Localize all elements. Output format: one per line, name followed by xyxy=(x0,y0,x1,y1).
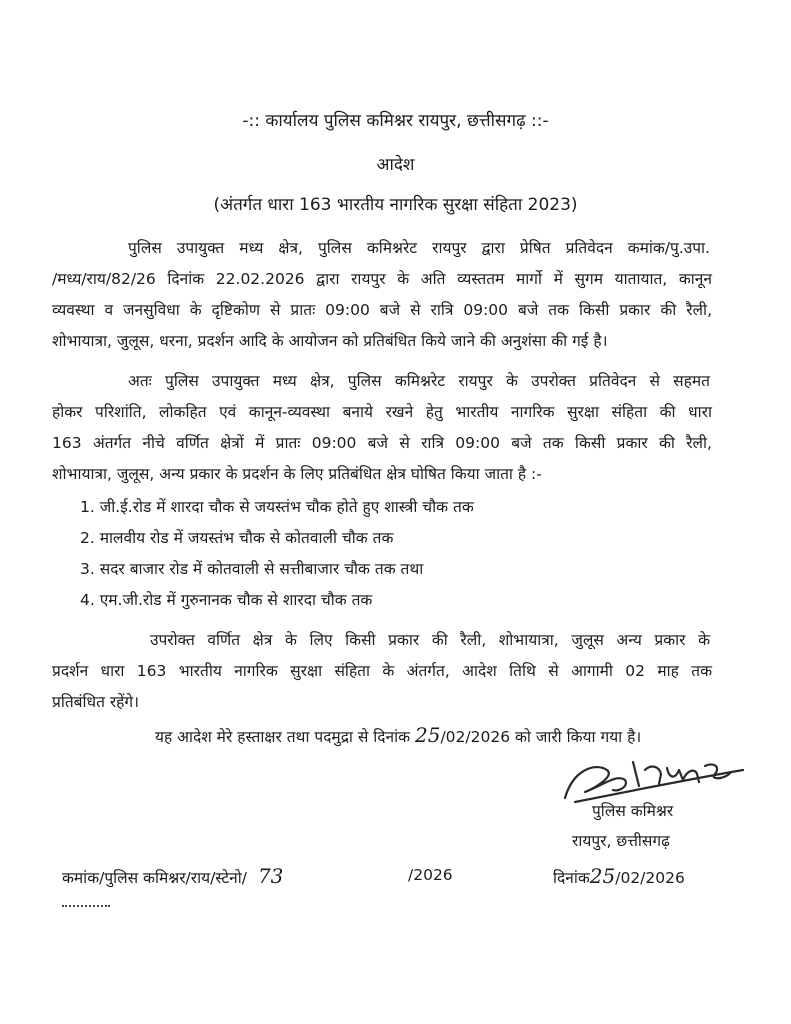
reference-year: /2026 xyxy=(408,866,453,884)
footer-date-handwritten-day: 25 xyxy=(589,864,616,888)
para2-line4: शोभायात्रा, जुलूस, अन्य प्रकार के प्रदर्शन के लिए प्रतिबंधित क्षेत्र घोषित किया जाता है :- xyxy=(52,465,542,483)
reference-prefix: कमांक/पुलिस कमिश्नर/राय/स्टेनो/ xyxy=(62,869,248,887)
list-item: 3. सदर बाजार रोड में कोतवाली से सत्तीबाजार चौक तक तथा xyxy=(80,560,424,578)
issue-prefix: यह आदेश मेरे हस्ताक्षर तथा पदमुद्रा से दिनांक xyxy=(155,728,411,746)
para2-line1: अतः पुलिस उपायुक्त मध्य क्षेत्र, पुलिस कमिश्नरेट रायपुर के उपरोक्त प्रतिवेदन से सहमत xyxy=(128,372,710,390)
para3-line1: उपरोक्त वर्णित क्षेत्र के लिए किसी प्रकार की रैली, शोभायात्रा, जुलूस अन्य प्रकार के xyxy=(150,631,710,649)
para1-line4: शोभायात्रा, जुलूस, धरना, प्रदर्शन आदि के आयोजन को प्रतिबंधित किये जाने की अनुशंसा की गई है। xyxy=(52,332,608,350)
list-item: 2. मालवीय रोड में जयस्तंभ चौक से कोतवाली चौक तक xyxy=(80,529,394,547)
signatory-designation: पुलिस कमिश्नर xyxy=(592,802,674,820)
issue-handwritten-day: 25 xyxy=(414,723,441,747)
issue-suffix: /02/2026 को जारी किया गया है। xyxy=(440,728,642,746)
para1-line3: व्यवस्था व जनसुविधा के दृष्टिकोण से प्रातः 09:00 बजे से रात्रि 09:00 बजे तक किसी प्रकार की रैली, xyxy=(52,301,712,319)
order-subheading: (अंतर्गत धारा 163 भारतीय नागरिक सुरक्षा संहिता 2023) xyxy=(213,195,578,215)
reference-handwritten-number: 73 xyxy=(257,864,284,888)
reference-number xyxy=(62,864,283,888)
para2-line3: 163 अंतर्गत नीचे वर्णित क्षेत्रों में प्रातः 09:00 बजे से रात्रि 09:00 बजे तक किसी प्रकार की रैली, xyxy=(52,434,712,452)
para2-line2: होकर परिशांति, लोकहित एवं कानून-व्यवस्था बनाये रखने हेतु भारतीय नागरिक सुरक्षा संहिता की धारा xyxy=(52,403,712,421)
signatory-place: रायपुर, छत्तीसगढ़ xyxy=(572,832,670,850)
para1-line2: /मध्य/राय/82/26 दिनांक 22.02.2026 द्वारा रायपुर के अति व्यस्ततम मार्गो में सुगम यातायात, कानून xyxy=(52,270,712,288)
para3-line2: प्रदर्शन धारा 163 भारतीय नागरिक सुरक्षा संहिता के अंतर्गत, आदेश तिथि से आगामी 02 माह तक xyxy=(52,662,712,680)
order-heading: आदेश xyxy=(376,155,415,175)
cut-off-text-fragment xyxy=(62,905,110,911)
para3-line3: प्रतिबंधित रहेंगे। xyxy=(52,693,139,711)
para1-line1: पुलिस उपायुक्त मध्य क्षेत्र, पुलिस कमिश्नरेट रायपुर द्वारा प्रेषित प्रतिवेदन कमांक/पु.उपा. xyxy=(128,239,710,257)
list-item: 1. जी.ई.रोड में शारदा चौक से जयस्तंभ चौक होते हुए शास्त्री चौक तक xyxy=(80,498,474,516)
footer-date-label: दिनांक xyxy=(553,869,590,887)
footer-date-rest: /02/2026 xyxy=(615,869,685,887)
footer-date xyxy=(553,864,685,888)
office-header: -:: कार्यालय पुलिस कमिश्नर रायपुर, छत्तीसगढ़ ::- xyxy=(242,111,549,131)
list-item: 4. एम.जी.रोड में गुरुनानक चौक से शारदा चौक तक xyxy=(80,591,373,609)
